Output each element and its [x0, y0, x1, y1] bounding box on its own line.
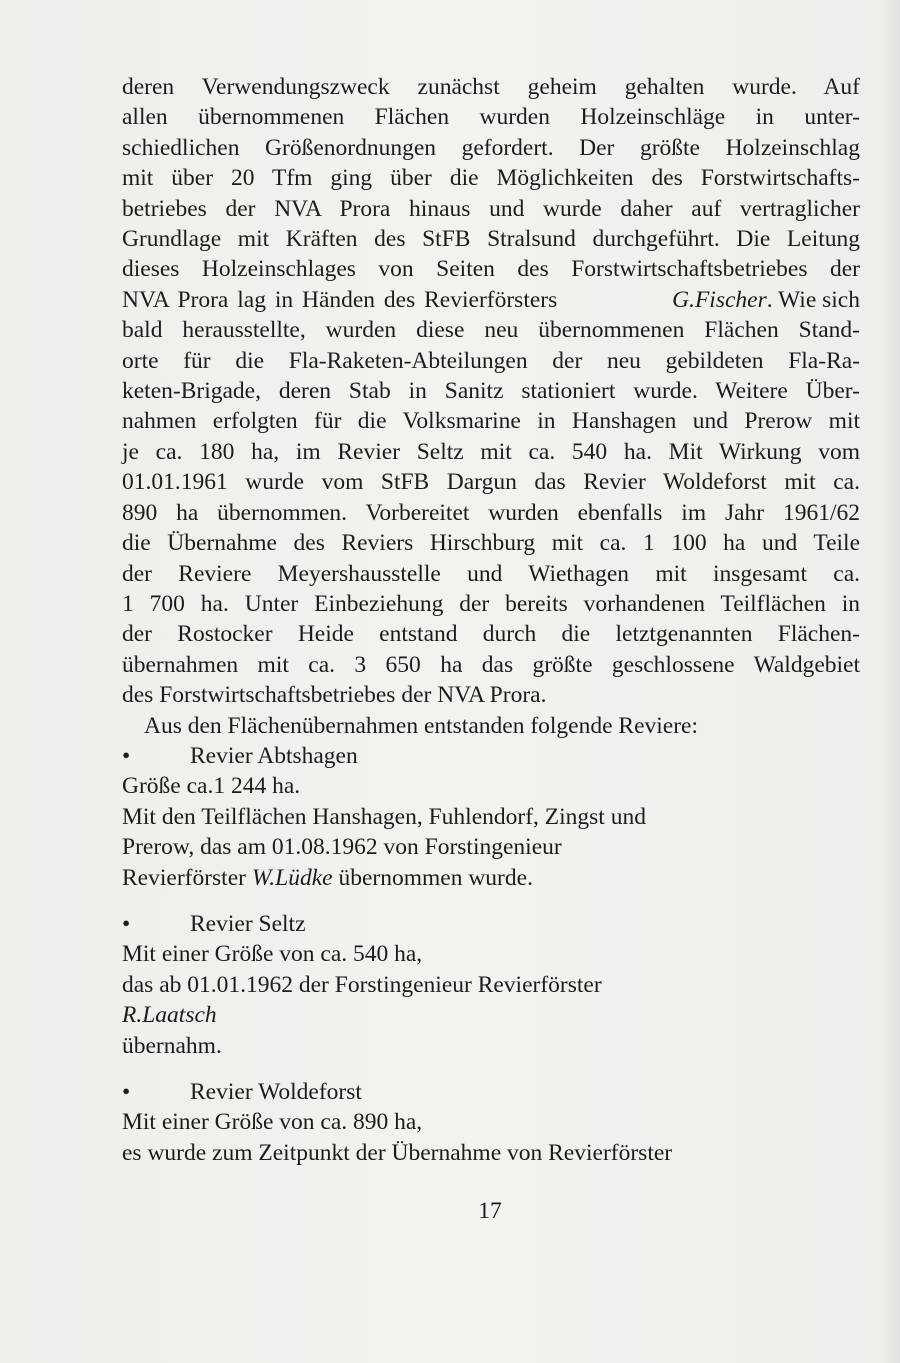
text-line: übernahm. — [122, 1032, 222, 1059]
revier-size: Größe ca.1 244 ha. — [122, 773, 301, 800]
text-line-luedke — [122, 863, 860, 893]
revier-abtshagen-heading — [122, 741, 860, 771]
text-line: 890 ha übernommen. Vorbereitet wurden ebenfalls im Jahr 1961/62 — [122, 499, 860, 526]
text-line: der Reviere Meyershausstelle und Wiethagen mit insgesamt ca. — [122, 560, 860, 587]
text-line: Grundlage mit Kräften des StFB Stralsund durchgeführt. Die Leitung — [122, 226, 860, 253]
text-line: nahmen erfolgten für die Volksmarine in Hanshagen und Prerow mit — [122, 408, 860, 435]
bullet-icon: • — [122, 742, 131, 769]
text-line: keten-Brigade, deren Stab in Sanitz stationiert wurde. Weitere Über- — [122, 378, 860, 405]
text-line: dieses Holzeinschlages von Seiten des Forstwirtschaftsbetriebes der — [122, 256, 860, 283]
reviere-intro: Aus den Flächenübernahmen entstanden folgende Reviere: — [144, 712, 699, 739]
text-line: betriebes der NVA Prora hinaus und wurde daher auf vertraglicher — [122, 195, 860, 222]
fischer-before: NVA Prora lag in Händen des Revierförsters — [122, 286, 567, 313]
body-text — [122, 72, 860, 1168]
text-line: bald herausstellte, wurden diese neu übernommenen Flächen Stand- — [122, 317, 860, 344]
revier-seltz-heading — [122, 909, 860, 939]
text-line: 01.01.1961 wurde vom StFB Dargun das Revier Woldeforst mit ca. — [122, 469, 860, 496]
text-line: orte für die Fla-Raketen-Abteilungen der neu gebildeten Fla-Ra- — [122, 347, 860, 374]
text-line: mit über 20 Tfm ging über die Möglichkeiten des Forstwirtschafts- — [122, 165, 860, 192]
revier-title: Revier Abtshagen — [190, 742, 358, 769]
revier-title: Revier Seltz — [190, 910, 306, 937]
page-number: 17 — [478, 1198, 502, 1224]
text-line: übernahmen mit ca. 3 650 ha das größte geschlossene Waldgebiet — [122, 651, 860, 678]
bullet-icon: • — [122, 1079, 131, 1105]
text-line-laatsch — [122, 1000, 860, 1030]
fischer-after: . Wie sich — [766, 286, 860, 313]
text-line: allen übernommenen Flächen wurden Holzeinschläge in unter- — [122, 104, 860, 131]
text-line: je ca. 180 ha, im Revier Seltz mit ca. 540 ha. Mit Wirkung vom — [122, 438, 860, 465]
text-line: schiedlichen Größenordnungen gefordert. Der größte Holzeinschlag — [122, 134, 860, 161]
page-edge-shadow — [880, 0, 900, 1363]
text-line: deren Verwendungszweck zunächst geheim gehalten wurde. Auf — [122, 74, 860, 100]
text-line: Prerow, das am 01.08.1962 von Forstingenieur — [122, 834, 562, 861]
revier-woldeforst-heading — [122, 1077, 860, 1107]
name-laatsch: R.Laatsch — [122, 1002, 217, 1029]
text-line: des Forstwirtschaftsbetriebes der NVA Prora. — [122, 682, 547, 709]
text-line: Mit einer Größe von ca. 890 ha, — [122, 1109, 423, 1136]
text-line: es wurde zum Zeitpunkt der Übernahme von Revierförster — [122, 1139, 673, 1166]
name-luedke: W.Lüdke — [251, 864, 333, 891]
spacer — [122, 893, 860, 909]
text-line: Mit den Teilflächen Hanshagen, Fuhlendorf, Zingst und — [122, 803, 646, 830]
text-line: 1 700 ha. Unter Einbeziehung der bereits vorhandenen Teilflächen in — [122, 590, 860, 617]
luedke-after: übernommen wurde. — [332, 864, 533, 891]
text-line: der Rostocker Heide entstand durch die letztgenannten Flächen- — [122, 621, 860, 648]
text-line: das ab 01.01.1962 der Forstingenieur Revierförster — [122, 971, 602, 998]
text-line-fischer — [122, 285, 860, 315]
text-line: Mit einer Größe von ca. 540 ha, — [122, 941, 423, 968]
revier-title: Revier Woldeforst — [190, 1079, 362, 1105]
spacer — [122, 1061, 860, 1077]
name-fischer: G.Fischer — [672, 286, 767, 313]
bullet-icon: • — [122, 910, 131, 937]
text-line: die Übernahme des Reviers Hirschburg mit ca. 1 100 ha und Teile — [122, 530, 860, 557]
luedke-before: Revierförster — [122, 864, 252, 891]
